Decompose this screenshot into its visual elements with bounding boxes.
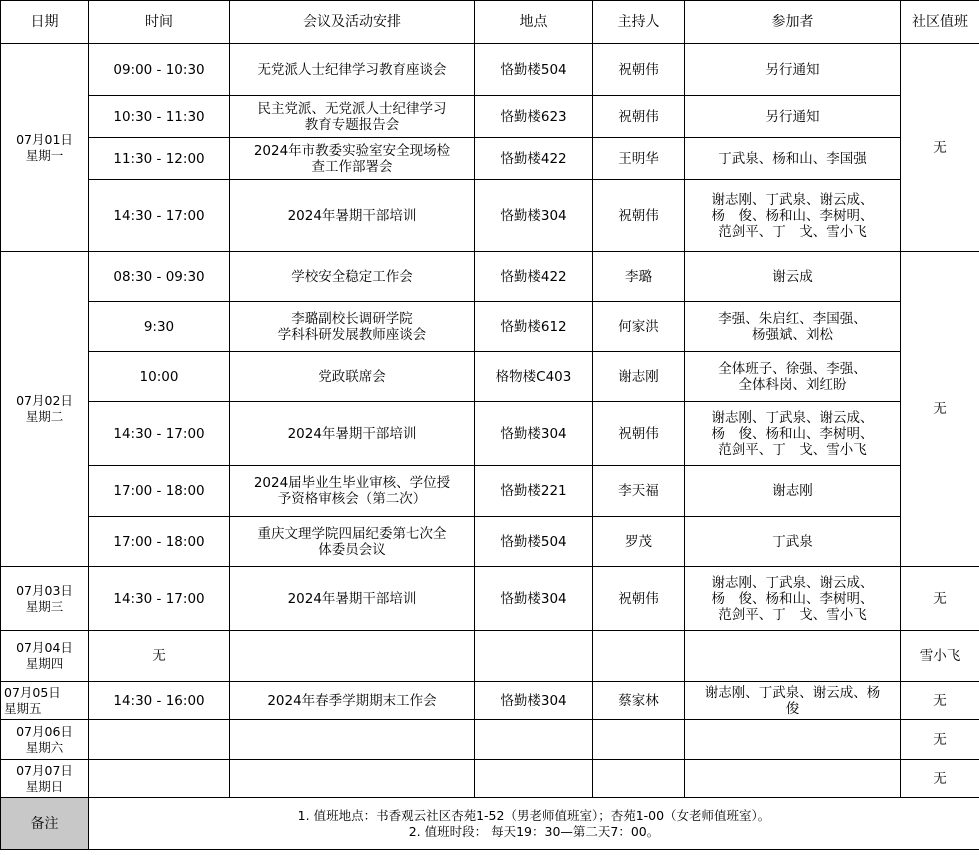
location-cell xyxy=(475,720,593,760)
date-cell xyxy=(1,631,89,682)
event-cell xyxy=(230,466,475,517)
remarks-label: 备注 xyxy=(1,798,89,850)
location-cell: 格物楼C403 xyxy=(475,352,593,402)
participant-line: 范剑平、丁 戈、雪小飞 xyxy=(718,606,867,623)
time-cell: 11:30 - 12:00 xyxy=(89,138,230,180)
event-cell xyxy=(230,720,475,760)
table-row xyxy=(1,517,979,567)
participant-line: 杨强斌、刘松 xyxy=(752,326,833,343)
time-cell: 17:00 - 18:00 xyxy=(89,466,230,517)
table-row xyxy=(1,138,979,180)
table-row xyxy=(1,352,979,402)
event-line: 重庆文理学院四届纪委第七次全 xyxy=(257,525,447,542)
event-line: 2024年春季学期期末工作会 xyxy=(267,692,437,709)
date-cell xyxy=(1,44,89,252)
event-cell xyxy=(230,180,475,252)
host-cell: 李天福 xyxy=(593,466,685,517)
time-cell: 08:30 - 09:30 xyxy=(89,252,230,302)
participant-line: 李强、朱启红、李国强、 xyxy=(718,310,867,327)
time-cell: 14:30 - 16:00 xyxy=(89,682,230,720)
event-line: 2024年暑期干部培训 xyxy=(287,590,417,607)
host-cell xyxy=(593,631,685,682)
participant-line: 杨 俊、杨和山、李树明、 xyxy=(711,207,874,224)
participants-cell xyxy=(685,720,901,760)
table-row xyxy=(1,760,979,798)
duty-cell: 无 xyxy=(901,720,979,760)
location-cell: 恪勤楼304 xyxy=(475,402,593,466)
weekday-text: 星期日 xyxy=(25,778,64,794)
host-cell: 祝朝伟 xyxy=(593,96,685,138)
participants-cell xyxy=(685,631,901,682)
duty-cell: 无 xyxy=(901,760,979,798)
weekday-text: 星期二 xyxy=(25,409,64,424)
table-row xyxy=(1,682,979,720)
date-text: 07月05日 xyxy=(4,684,61,700)
time-cell: 17:00 - 18:00 xyxy=(89,517,230,567)
weekday-text: 星期六 xyxy=(25,739,64,755)
date-text: 07月02日 xyxy=(16,393,73,408)
event-line: 予资格审核会（第二次） xyxy=(277,491,427,507)
location-cell: 恪勤楼612 xyxy=(475,302,593,352)
duty-cell: 无 xyxy=(901,252,979,567)
participants-cell xyxy=(685,180,901,252)
weekday-text: 星期一 xyxy=(25,147,64,163)
location-cell: 恪勤楼623 xyxy=(475,96,593,138)
date-cell xyxy=(1,760,89,798)
host-cell: 祝朝伟 xyxy=(593,402,685,466)
participant-line: 俊 xyxy=(785,700,800,717)
host-cell: 王明华 xyxy=(593,138,685,180)
header-row xyxy=(1,1,979,44)
participant-line: 全体班子、徐强、李强、 xyxy=(718,360,867,377)
host-cell: 蔡家林 xyxy=(593,682,685,720)
event-line: 学科科研发展教师座谈会 xyxy=(277,326,427,343)
weekday-text: 星期四 xyxy=(25,656,64,671)
host-cell: 祝朝伟 xyxy=(593,180,685,252)
participants-cell xyxy=(685,517,901,567)
event-cell xyxy=(230,252,475,302)
event-cell xyxy=(230,44,475,96)
participant-line: 谢志刚、丁武泉、谢云成、 xyxy=(711,409,874,426)
remarks-line-2: 2. 值班时段： 每天19：30—第二天7：00。 xyxy=(408,823,660,839)
participant-line: 全体科岗、刘红盼 xyxy=(738,376,847,393)
event-line: 学校安全稳定工作会 xyxy=(291,268,413,285)
host-cell xyxy=(593,760,685,798)
date-text: 07月04日 xyxy=(16,640,73,655)
participant-line: 谢志刚、丁武泉、谢云成、 xyxy=(711,574,874,591)
host-cell: 何家洪 xyxy=(593,302,685,352)
date-text: 07月03日 xyxy=(16,582,73,598)
participant-line: 另行通知 xyxy=(765,108,820,125)
date-cell xyxy=(1,720,89,760)
location-cell: 恪勤楼221 xyxy=(475,466,593,517)
event-line: 无党派人士纪律学习教育座谈会 xyxy=(257,61,447,78)
event-cell xyxy=(230,138,475,180)
participant-line: 谢云成 xyxy=(772,268,813,285)
event-line: 教育专题报告会 xyxy=(304,116,400,133)
participant-line: 谢志刚 xyxy=(772,483,813,499)
event-cell xyxy=(230,302,475,352)
participants-cell xyxy=(685,44,901,96)
event-line: 2024届毕业生毕业审核、学位授 xyxy=(253,475,451,491)
weekday-text: 星期五 xyxy=(4,700,42,716)
header-event: 会议及活动安排 xyxy=(230,1,475,44)
participant-line: 丁武泉、杨和山、李国强 xyxy=(718,150,867,167)
header-participants: 参加者 xyxy=(685,1,901,44)
participant-line: 另行通知 xyxy=(765,61,820,78)
header-duty: 社区值班 xyxy=(901,1,979,44)
location-cell: 恪勤楼504 xyxy=(475,44,593,96)
event-line: 2024年暑期干部培训 xyxy=(287,425,417,442)
remarks-text xyxy=(89,798,979,850)
table-row xyxy=(1,631,979,682)
event-line: 民主党派、无党派人士纪律学习 xyxy=(257,100,447,117)
time-cell xyxy=(89,760,230,798)
event-cell xyxy=(230,567,475,631)
remarks-row xyxy=(1,798,979,850)
event-cell xyxy=(230,96,475,138)
host-cell: 祝朝伟 xyxy=(593,44,685,96)
participant-line: 丁武泉 xyxy=(772,533,813,550)
remarks-line-1: 1. 值班地点：书香观云社区杏苑1-52（男老师值班室）；杏苑1-00（女老师值班室）。 xyxy=(297,807,771,823)
time-cell: 无 xyxy=(89,631,230,682)
header-location: 地点 xyxy=(475,1,593,44)
weekday-text: 星期三 xyxy=(25,598,64,614)
time-cell: 9:30 xyxy=(89,302,230,352)
participant-line: 谢志刚、丁武泉、谢云成、杨 xyxy=(704,684,881,701)
participants-cell xyxy=(685,352,901,402)
time-cell: 14:30 - 17:00 xyxy=(89,402,230,466)
event-line: 李璐副校长调研学院 xyxy=(291,310,413,327)
event-cell xyxy=(230,631,475,682)
event-cell xyxy=(230,760,475,798)
header-time: 时间 xyxy=(89,1,230,44)
table-row xyxy=(1,44,979,96)
location-cell: 恪勤楼304 xyxy=(475,180,593,252)
participants-cell xyxy=(685,138,901,180)
event-cell xyxy=(230,682,475,720)
participant-line: 范剑平、丁 戈、雪小飞 xyxy=(718,223,867,240)
time-cell: 14:30 - 17:00 xyxy=(89,567,230,631)
location-cell: 恪勤楼422 xyxy=(475,138,593,180)
participants-cell xyxy=(685,302,901,352)
date-text: 07月07日 xyxy=(16,762,73,778)
table-row xyxy=(1,466,979,517)
participants-cell xyxy=(685,567,901,631)
event-cell xyxy=(230,402,475,466)
participants-cell xyxy=(685,682,901,720)
table-row xyxy=(1,302,979,352)
location-cell xyxy=(475,760,593,798)
event-line: 2024年暑期干部培训 xyxy=(287,207,417,224)
time-cell: 10:30 - 11:30 xyxy=(89,96,230,138)
duty-cell: 雪小飞 xyxy=(901,631,979,682)
time-cell: 14:30 - 17:00 xyxy=(89,180,230,252)
participants-cell xyxy=(685,402,901,466)
host-cell xyxy=(593,720,685,760)
event-cell xyxy=(230,352,475,402)
header-date: 日期 xyxy=(1,1,89,44)
host-cell: 李璐 xyxy=(593,252,685,302)
table-row xyxy=(1,720,979,760)
table-row xyxy=(1,252,979,302)
participant-line: 范剑平、丁 戈、雪小飞 xyxy=(718,441,867,458)
time-cell xyxy=(89,720,230,760)
table-row xyxy=(1,96,979,138)
time-cell: 10:00 xyxy=(89,352,230,402)
table-row xyxy=(1,567,979,631)
host-cell: 罗茂 xyxy=(593,517,685,567)
location-cell: 恪勤楼504 xyxy=(475,517,593,567)
participants-cell xyxy=(685,96,901,138)
participant-line: 杨 俊、杨和山、李树明、 xyxy=(711,590,874,607)
event-line: 体委员会议 xyxy=(318,541,386,558)
participant-line: 谢志刚、丁武泉、谢云成、 xyxy=(711,191,874,208)
location-cell: 恪勤楼304 xyxy=(475,567,593,631)
duty-cell: 无 xyxy=(901,567,979,631)
date-cell xyxy=(1,682,89,720)
host-cell: 祝朝伟 xyxy=(593,567,685,631)
host-cell: 谢志刚 xyxy=(593,352,685,402)
location-cell: 恪勤楼304 xyxy=(475,682,593,720)
location-cell xyxy=(475,631,593,682)
time-cell: 09:00 - 10:30 xyxy=(89,44,230,96)
date-text: 07月01日 xyxy=(16,131,73,147)
participant-line: 杨 俊、杨和山、李树明、 xyxy=(711,425,874,442)
table-row xyxy=(1,402,979,466)
event-line: 查工作部署会 xyxy=(311,158,393,175)
event-line: 党政联席会 xyxy=(318,368,386,385)
event-line: 2024年市教委实验室安全现场检 xyxy=(253,142,451,159)
event-cell xyxy=(230,517,475,567)
duty-cell: 无 xyxy=(901,44,979,252)
date-cell xyxy=(1,252,89,567)
participants-cell xyxy=(685,760,901,798)
header-host: 主持人 xyxy=(593,1,685,44)
date-text: 07月06日 xyxy=(16,723,73,739)
participants-cell xyxy=(685,466,901,517)
participants-cell xyxy=(685,252,901,302)
duty-cell: 无 xyxy=(901,682,979,720)
date-cell xyxy=(1,567,89,631)
location-cell: 恪勤楼422 xyxy=(475,252,593,302)
table-row xyxy=(1,180,979,252)
